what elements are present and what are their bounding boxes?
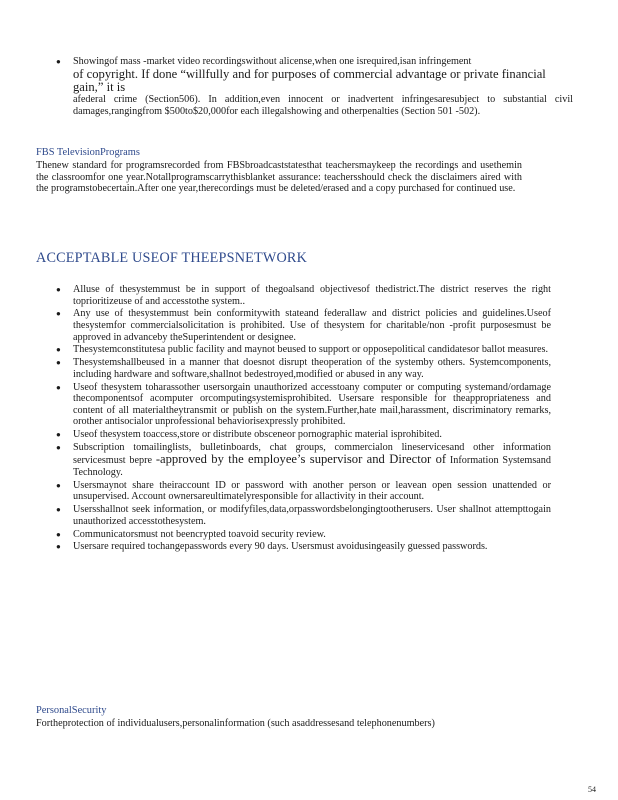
list-item-emphasis-text: -approved by the employee’s supervisor and Director of [155,452,447,467]
list-item: ● Usersmaynot share theiraccount ID or password with another person or leavean open session unattended or unsupervised. Account ownersareultimatelyresponsible for allactivity in their account. [73,480,551,503]
list-item-text: afederal crime (Section506). In addition,even innocent or inadvertent infringesaresubject to substantial civil damages,rangingfrom $500to$20,000for each illegalshowing and otherpenalties (Section 501 -502). [73,94,573,117]
list-item: ● Alluse of thesystemmust be in support of thegoalsand objectivesof thedistrict.The district reserves the right toprioritizeuse of and accesstothe system.. [73,284,551,307]
acceptable-use-bullet-list [73,284,551,554]
list-item: ● Usersshallnot seek information, or modifyfiles,data,orpasswordsbelongingtootherusers. User shallnot attempttogain unauthorized accesstothesystem. [73,504,551,527]
list-item: ● Thesystemshallbeused in a manner that doesnot disrupt theoperation of the systemby others. Systemcomponents, including hardware and software,shallnot bedestroyed,modified or abused in any way. [73,357,551,380]
paragraph-personal-security: Fortheprotection of individualusers,personalinformation (such asaddressesand telephonenumbers) [36,718,435,729]
page-number: 54 [588,785,596,794]
list-item-emphasis-text: of copyright. If done “willfully and for purposes of commercial advantage or private financial gain,” it is [73,66,546,94]
list-item: ● Communicatorsmust not beencrypted toavoid security review. [73,529,551,541]
section-heading-fbs: FBS TelevisionPrograms [36,147,140,158]
list-item-text: ● Showingof mass -market video recordingswithout alicense,when one isrequired,isan infringement [73,56,472,67]
section-heading-personal-security: PersonalSecurity [36,705,107,716]
list-item-text: Information Systemsand Technology. [73,455,551,479]
section-heading-acceptable-use: ACCEPTABLE USEOF THEEPSNETWORK [36,250,308,266]
list-item-text: Subscription tomailinglists, bulletinboards, chat groups, commercialon lineservicesand other information servicesmust bepre [73,441,551,467]
list-item: ● Useof thesystem toharassother usersorgain unauthorized accesstoany computer or computing systemand/ordamage thecomponentsof acomputer orcomputingsystemisprohibited. Usersare responsible for theappropriateness and content of all materialtheytransmit or publish on the system.Further,hate mail,harassment, discriminatory remarks, orother antisocialor unprofessional behaviorisexpressly prohibited. [73,382,551,428]
list-item-subscription [73,442,551,479]
paragraph-fbs: Thenew standard for programsrecorded from FBSbroadcaststatesthat teachersmaykeep the recordings and usethemin the classroomfor one year.Notallprogramscarrythisblanket assurance: teachersshould check the disclaimers aired with the programstobecertain.After one year,therecordings must be deleted/erased and a copy purchased for continued use. [36,160,522,195]
list-item: ● Any use of thesystemmust bein conformitywith stateand federallaw and district policies and guidelines.Useof thesystemfor commercialsolicitation is prohibited. Use of thesystem for charitable/non -profit purposesmust be approved in advanceby theSuperintendent or designee. [73,308,551,343]
list-item: ● Thesystemconstitutesa public facility and maynot beused to support or opposepolitical candidatesor ballot measures. [73,344,551,356]
list-item [73,56,573,118]
list-item: ● Useof thesystem toaccess,store or distribute obsceneor pornographic material isprohibited. [73,429,551,441]
list-item: ● Usersare required tochangepasswords every 90 days. Usersmust avoidusingeasily guessed passwords. [73,541,551,553]
copyright-bullet-list [73,56,573,118]
